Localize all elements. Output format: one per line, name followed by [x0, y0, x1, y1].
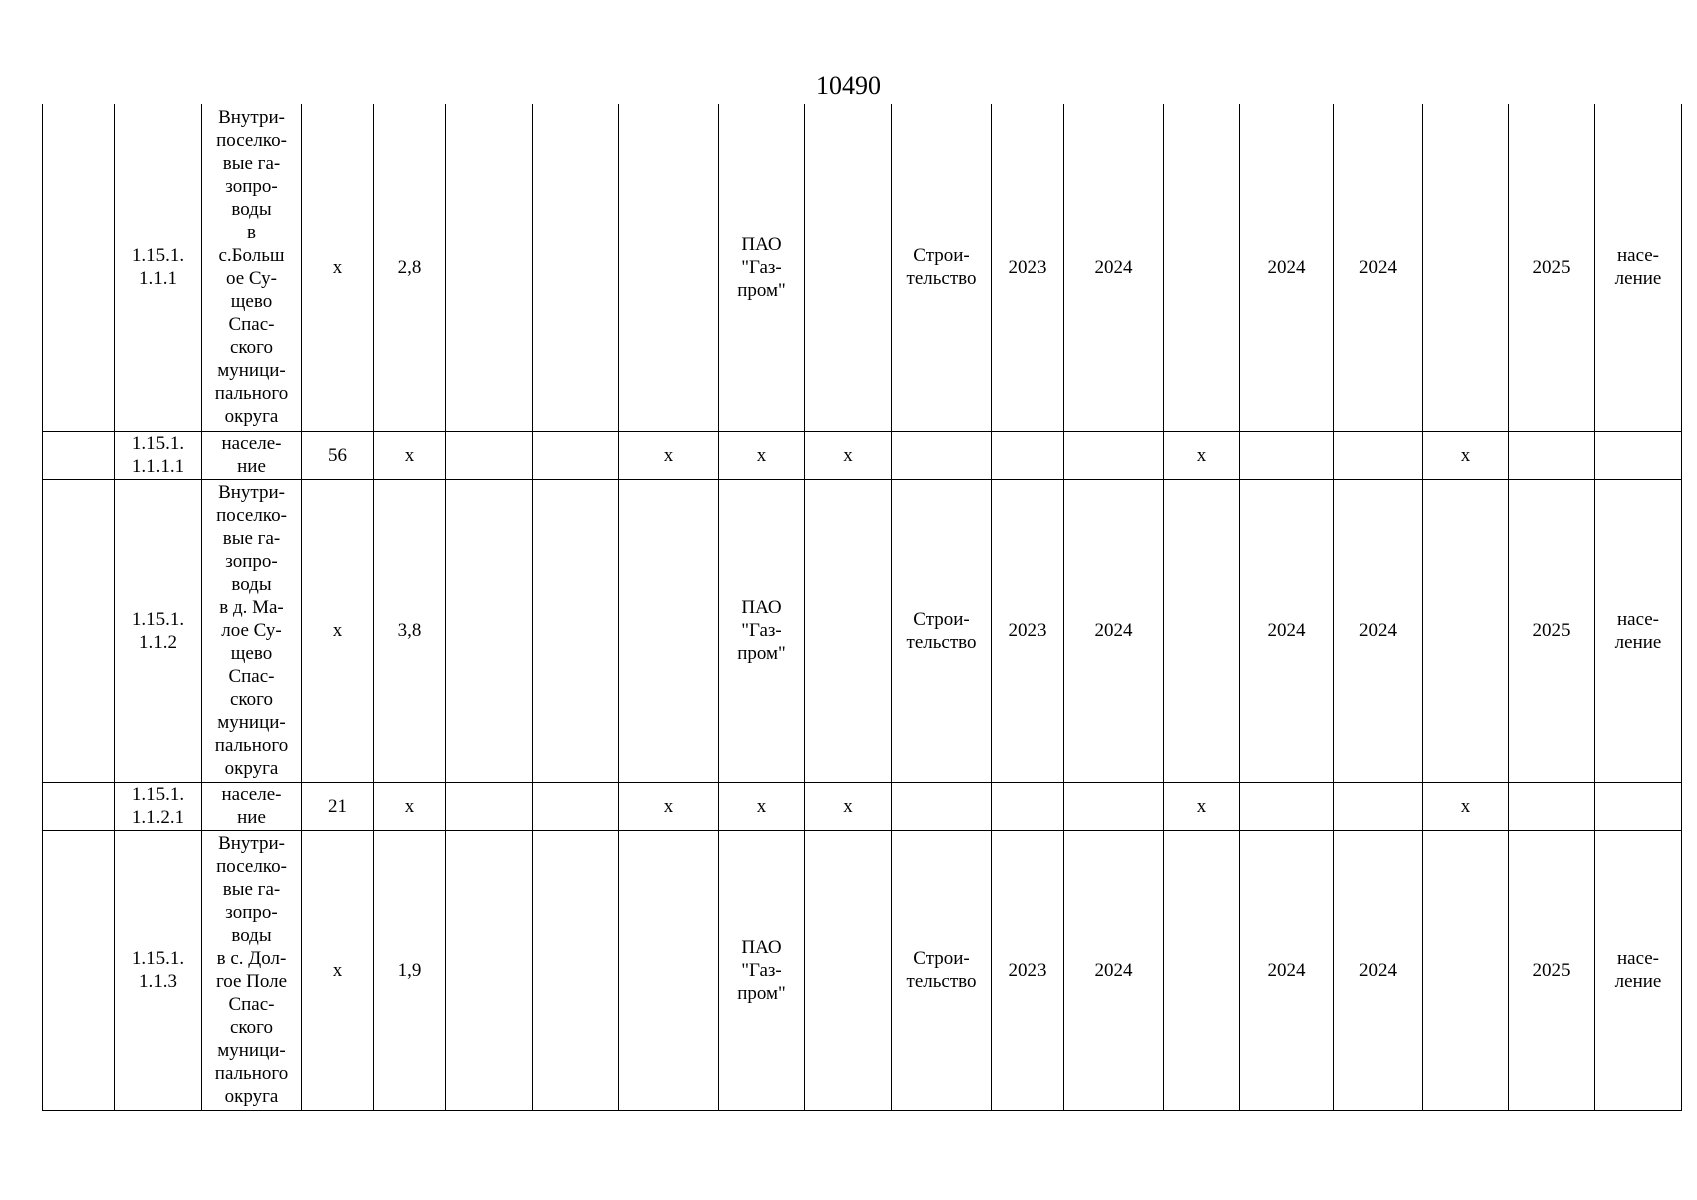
table-cell: х — [1423, 782, 1509, 830]
table-cell — [1423, 830, 1509, 1110]
table-cell — [1423, 479, 1509, 782]
table-cell — [43, 830, 115, 1110]
table-cell — [892, 431, 992, 479]
table-cell — [805, 479, 892, 782]
table-cell: 2024 — [1334, 830, 1423, 1110]
table-cell: 2024 — [1064, 104, 1164, 431]
table-cell: 2025 — [1509, 830, 1595, 1110]
table-cell: х — [619, 431, 719, 479]
table-cell — [43, 431, 115, 479]
table-cell: ПАО "Газ- пром" — [719, 830, 805, 1110]
table-cell: насе- ление — [1595, 479, 1682, 782]
table-cell: х — [374, 782, 446, 830]
table-cell: ПАО "Газ- пром" — [719, 104, 805, 431]
table-cell: х — [805, 782, 892, 830]
table-cell: 2024 — [1240, 104, 1334, 431]
table-cell — [446, 479, 533, 782]
table-cell: х — [1164, 782, 1240, 830]
table-cell — [1423, 104, 1509, 431]
table-cell: 1.15.1. 1.1.2 — [115, 479, 202, 782]
table-cell: населе- ние — [202, 431, 302, 479]
population-row — [43, 431, 1682, 479]
population-row — [43, 782, 1682, 830]
table-cell: 56 — [302, 431, 374, 479]
table-cell — [992, 431, 1064, 479]
table-cell: 2023 — [992, 104, 1064, 431]
object-row — [43, 104, 1682, 431]
table-cell: х — [302, 104, 374, 431]
table-cell — [1334, 431, 1423, 479]
table-cell: Строи- тельство — [892, 479, 992, 782]
table-cell: 1.15.1. 1.1.1 — [115, 104, 202, 431]
object-row — [43, 830, 1682, 1110]
table-cell — [619, 830, 719, 1110]
table-cell: 1.15.1. 1.1.3 — [115, 830, 202, 1110]
table-cell: 2024 — [1064, 479, 1164, 782]
table-cell: 1.15.1. 1.1.2.1 — [115, 782, 202, 830]
table-cell: Внутри- поселко- вые га- зопро- воды в д. Ма- лое Су- щево Спас- ского муници- пального округа — [202, 479, 302, 782]
table-cell — [446, 104, 533, 431]
table-cell — [533, 830, 619, 1110]
table-cell: насе- ление — [1595, 104, 1682, 431]
table-cell — [892, 782, 992, 830]
table-cell: х — [619, 782, 719, 830]
table-cell: 2025 — [1509, 104, 1595, 431]
table-cell — [1164, 479, 1240, 782]
table-cell — [1509, 431, 1595, 479]
table-cell: Строи- тельство — [892, 830, 992, 1110]
table-cell — [619, 104, 719, 431]
table-cell: х — [302, 479, 374, 782]
table-cell — [446, 782, 533, 830]
table-cell: 2,8 — [374, 104, 446, 431]
table-cell — [446, 431, 533, 479]
table-cell — [1164, 830, 1240, 1110]
table-cell: 2024 — [1064, 830, 1164, 1110]
table-cell — [1064, 431, 1164, 479]
table-cell — [43, 782, 115, 830]
table-cell: х — [302, 830, 374, 1110]
table-cell: х — [1423, 431, 1509, 479]
table-cell: х — [1164, 431, 1240, 479]
table-cell: 2025 — [1509, 479, 1595, 782]
table-cell: ПАО "Газ- пром" — [719, 479, 805, 782]
table-cell — [533, 782, 619, 830]
table-cell: 2024 — [1240, 479, 1334, 782]
page-number: 10490 — [816, 71, 881, 100]
table-cell: х — [719, 782, 805, 830]
table-cell — [805, 104, 892, 431]
table-cell — [446, 830, 533, 1110]
table-cell — [1240, 782, 1334, 830]
table-cell — [533, 104, 619, 431]
table-cell — [1595, 782, 1682, 830]
table-cell: х — [374, 431, 446, 479]
table-cell: 3,8 — [374, 479, 446, 782]
table-cell — [1509, 782, 1595, 830]
table-cell: 1,9 — [374, 830, 446, 1110]
table-cell: х — [719, 431, 805, 479]
table-cell — [1164, 104, 1240, 431]
table-cell: х — [805, 431, 892, 479]
table-cell: 2024 — [1334, 479, 1423, 782]
table-cell: Внутри- поселко- вые га- зопро- воды в с.Больш ое Су- щево Спас- ского муници- пального округа — [202, 104, 302, 431]
table-cell: 2024 — [1334, 104, 1423, 431]
table-cell: 1.15.1. 1.1.1.1 — [115, 431, 202, 479]
table-cell — [805, 830, 892, 1110]
table-cell — [1595, 431, 1682, 479]
table-cell — [1064, 782, 1164, 830]
table-cell: 21 — [302, 782, 374, 830]
object-row — [43, 479, 1682, 782]
table-cell: Внутри- поселко- вые га- зопро- воды в с. Дол- гое Поле Спас- ского муници- пального округа — [202, 830, 302, 1110]
table-cell — [533, 431, 619, 479]
table-cell: населе- ние — [202, 782, 302, 830]
table-cell — [43, 479, 115, 782]
table-cell: насе- ление — [1595, 830, 1682, 1110]
table-cell — [619, 479, 719, 782]
table-cell: 2024 — [1240, 830, 1334, 1110]
table-cell: Строи- тельство — [892, 104, 992, 431]
table-cell — [533, 479, 619, 782]
table-cell — [43, 104, 115, 431]
table-cell: 2023 — [992, 479, 1064, 782]
table-cell — [1334, 782, 1423, 830]
table-cell — [992, 782, 1064, 830]
table-cell: 2023 — [992, 830, 1064, 1110]
table-cell — [1240, 431, 1334, 479]
gas-pipeline-table — [42, 104, 1682, 1111]
